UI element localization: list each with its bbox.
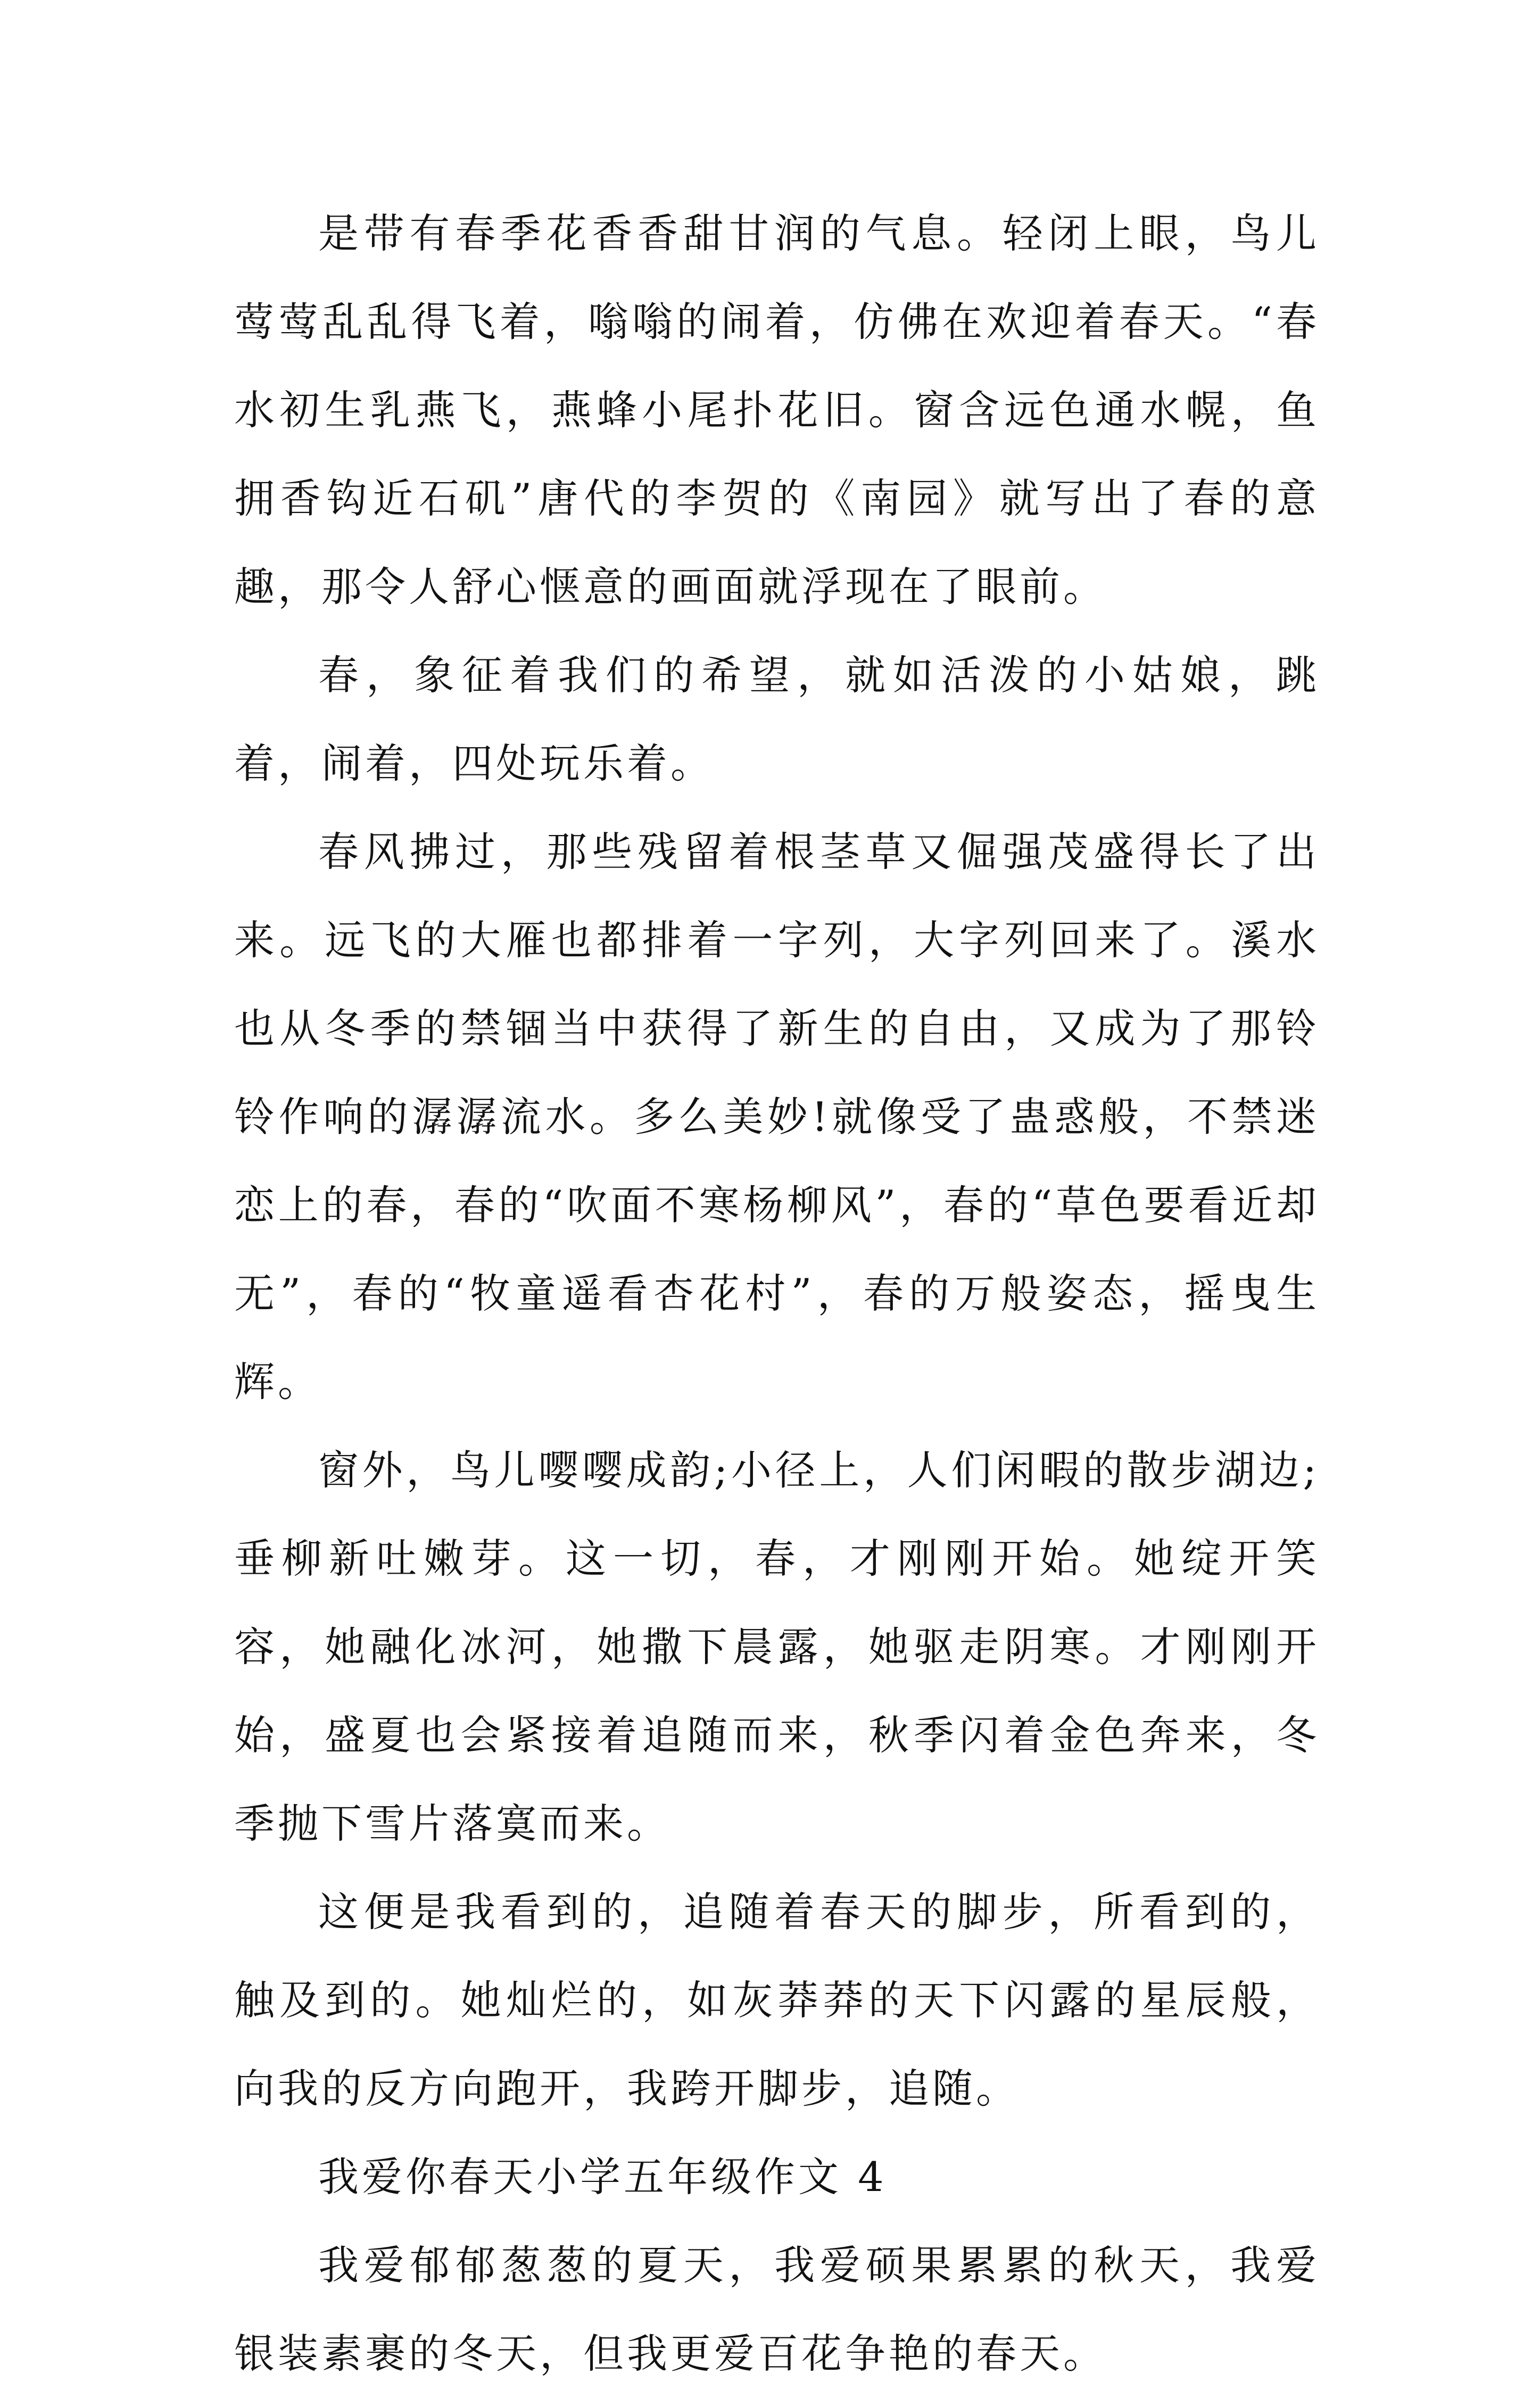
document-body (234, 189, 1320, 2398)
paragraph-spring-hope: 春，象征着我们的希望，就如活泼的小姑娘，跳着，闹着，四处玩乐着。 (234, 651, 1320, 787)
paragraph-spring-fragrance: 是带有春季花香香甜甘润的气息。轻闭上眼，鸟儿莺莺乱乱得飞着，嗡嗡的闹着，仿佛在欢迎着春天。“春水初生乳燕飞，燕蜂小尾扑花旧。窗含远色通水幌，鱼拥香钩近石矶”唐代的李贺的《南园》就写出了春的意趣，那令人舒心惬意的画面就浮现在了眼前。 (234, 210, 1320, 610)
essay-heading: 我爱你春天小学五年级作文 4 (318, 2153, 887, 2201)
paragraph-love-seasons: 我爱郁郁葱葱的夏天，我爱硕果累累的秋天，我爱银装素裹的冬天，但我更爱百花争艳的春天。 (234, 2242, 1320, 2377)
paragraph-spring-wind: 春风拂过，那些残留着根茎草又倔强茂盛得长了出来。远飞的大雁也都排着一字列，大字列回来了。溪水也从冬季的禁锢当中获得了新生的自由，又成为了那铃铃作响的潺潺流水。多么美妙!就像受了蛊惑般，不禁迷恋上的春，春的“吹面不寒杨柳风”，春的“草色要看近却无”，春的“牧童遥看杏花村”，春的万般姿态，摇曳生辉。 (234, 828, 1320, 1405)
paragraph-window-scene: 窗外，鸟儿嘤嘤成韵;小径上，人们闲暇的散步湖边;垂柳新吐嫩芽。这一切，春，才刚刚开始。她绽开笑容，她融化冰河，她撒下晨露，她驱走阴寒。才刚刚开始，盛夏也会紧接着追随而来，秋季闪着金色奔来，冬季抛下雪片落寞而来。 (234, 1446, 1320, 1847)
paragraph-following-spring: 这便是我看到的，追随着春天的脚步，所看到的，触及到的。她灿烂的，如灰莽莽的天下闪露的星辰般，向我的反方向跑开，我跨开脚步，追随。 (234, 1888, 1320, 2112)
